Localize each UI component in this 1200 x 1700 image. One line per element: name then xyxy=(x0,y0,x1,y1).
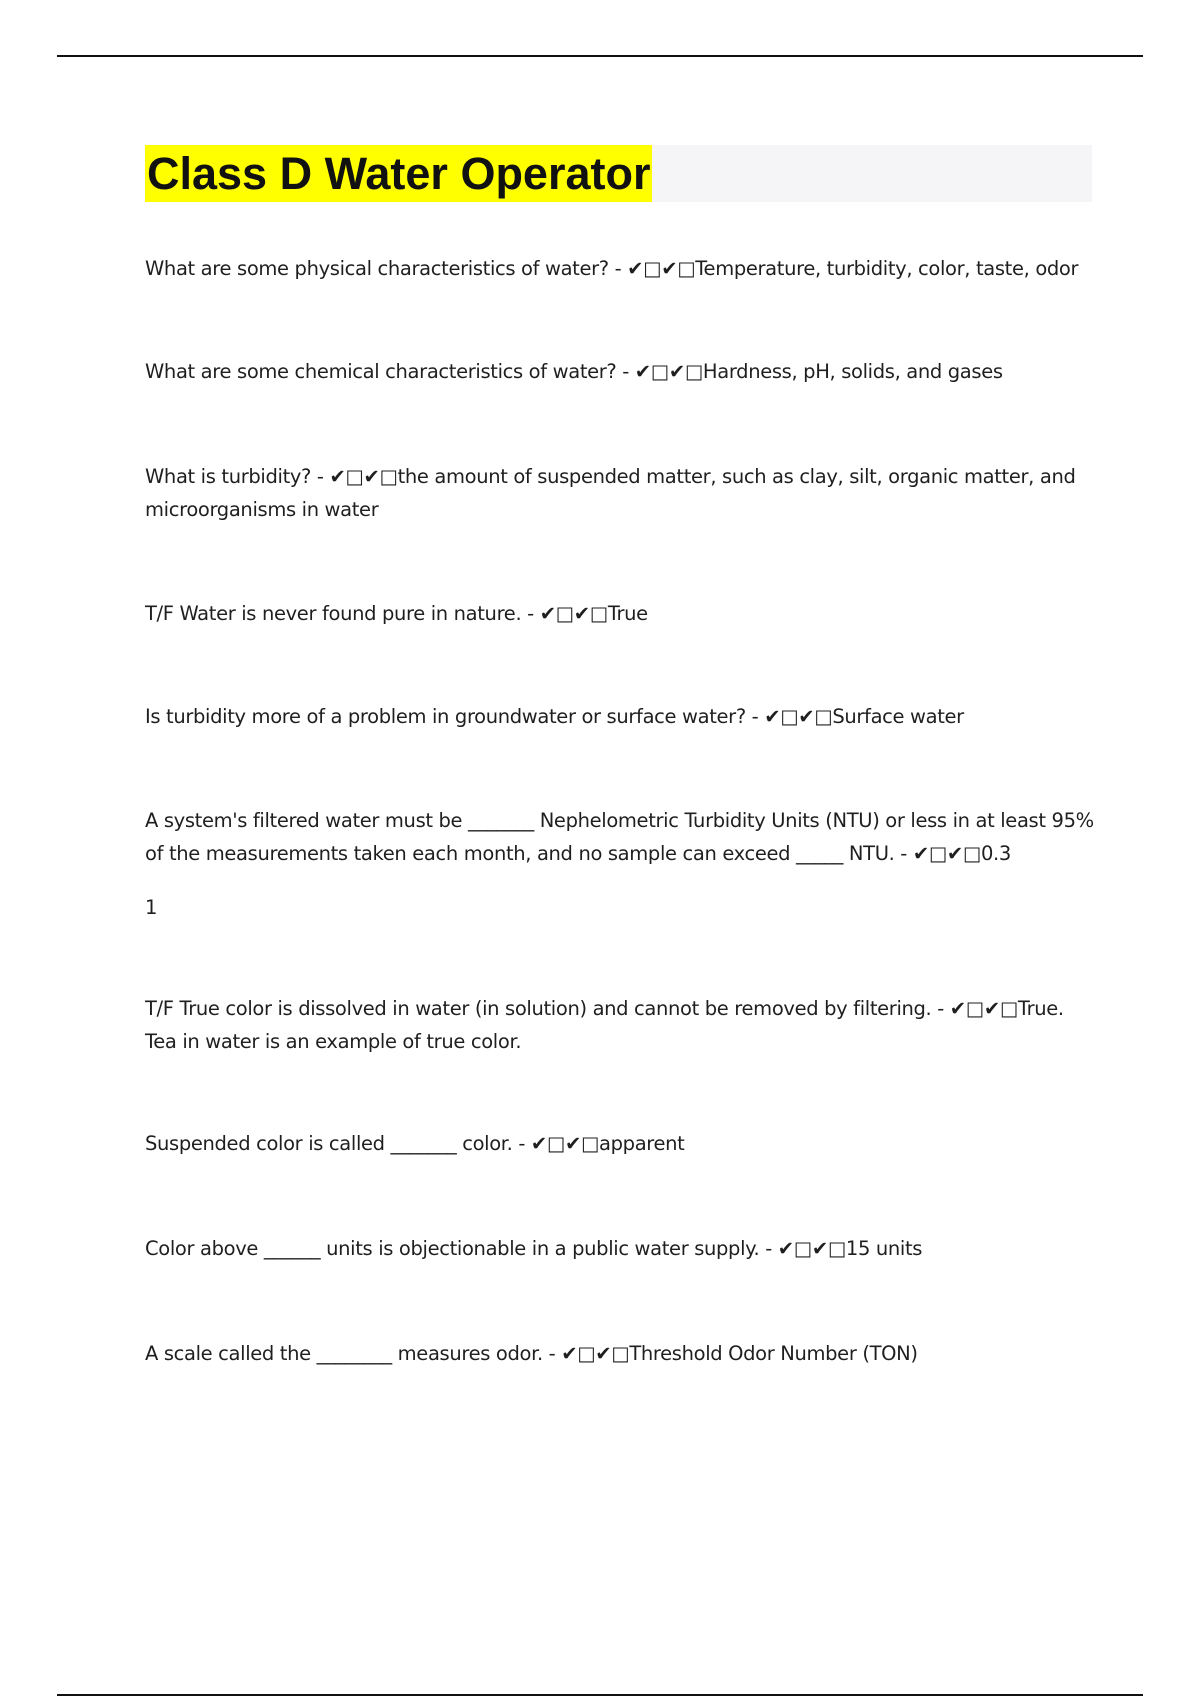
page-number: 1 xyxy=(145,896,158,919)
qa-item-4: T/F Water is never found pure in nature. - ✔□✔□True xyxy=(145,602,648,625)
qa-item-10: A scale called the ________ measures odor. - ✔□✔□Threshold Odor Number (TON) xyxy=(145,1342,918,1365)
document-title: Class D Water Operator xyxy=(145,145,652,202)
top-rule xyxy=(57,55,1143,57)
qa-item-1: What are some physical characteristics of water? - ✔□✔□Temperature, turbidity, color, taste, odor xyxy=(145,257,1079,280)
qa-item-9: Color above ______ units is objectionable in a public water supply. - ✔□✔□15 units xyxy=(145,1237,923,1260)
qa-item-8: Suspended color is called _______ color. - ✔□✔□apparent xyxy=(145,1132,685,1155)
qa-item-6: A system's filtered water must be _______ Nephelometric Turbidity Units (NTU) or less in at least 95% of the measurements taken each month, and no sample can exceed _____ NTU. - ✔□✔□0.3 xyxy=(145,809,1094,865)
bottom-rule xyxy=(57,1694,1143,1696)
qa-item-2: What are some chemical characteristics of water? - ✔□✔□Hardness, pH, solids, and gases xyxy=(145,360,1003,383)
qa-item-3: What is turbidity? - ✔□✔□the amount of suspended matter, such as clay, silt, organic matter, and microorganisms in water xyxy=(145,465,1076,521)
qa-item-5: Is turbidity more of a problem in groundwater or surface water? - ✔□✔□Surface water xyxy=(145,705,964,728)
qa-item-7: T/F True color is dissolved in water (in solution) and cannot be removed by filtering. - ✔□✔□True. Tea in water is an example of true color. xyxy=(145,997,1064,1053)
